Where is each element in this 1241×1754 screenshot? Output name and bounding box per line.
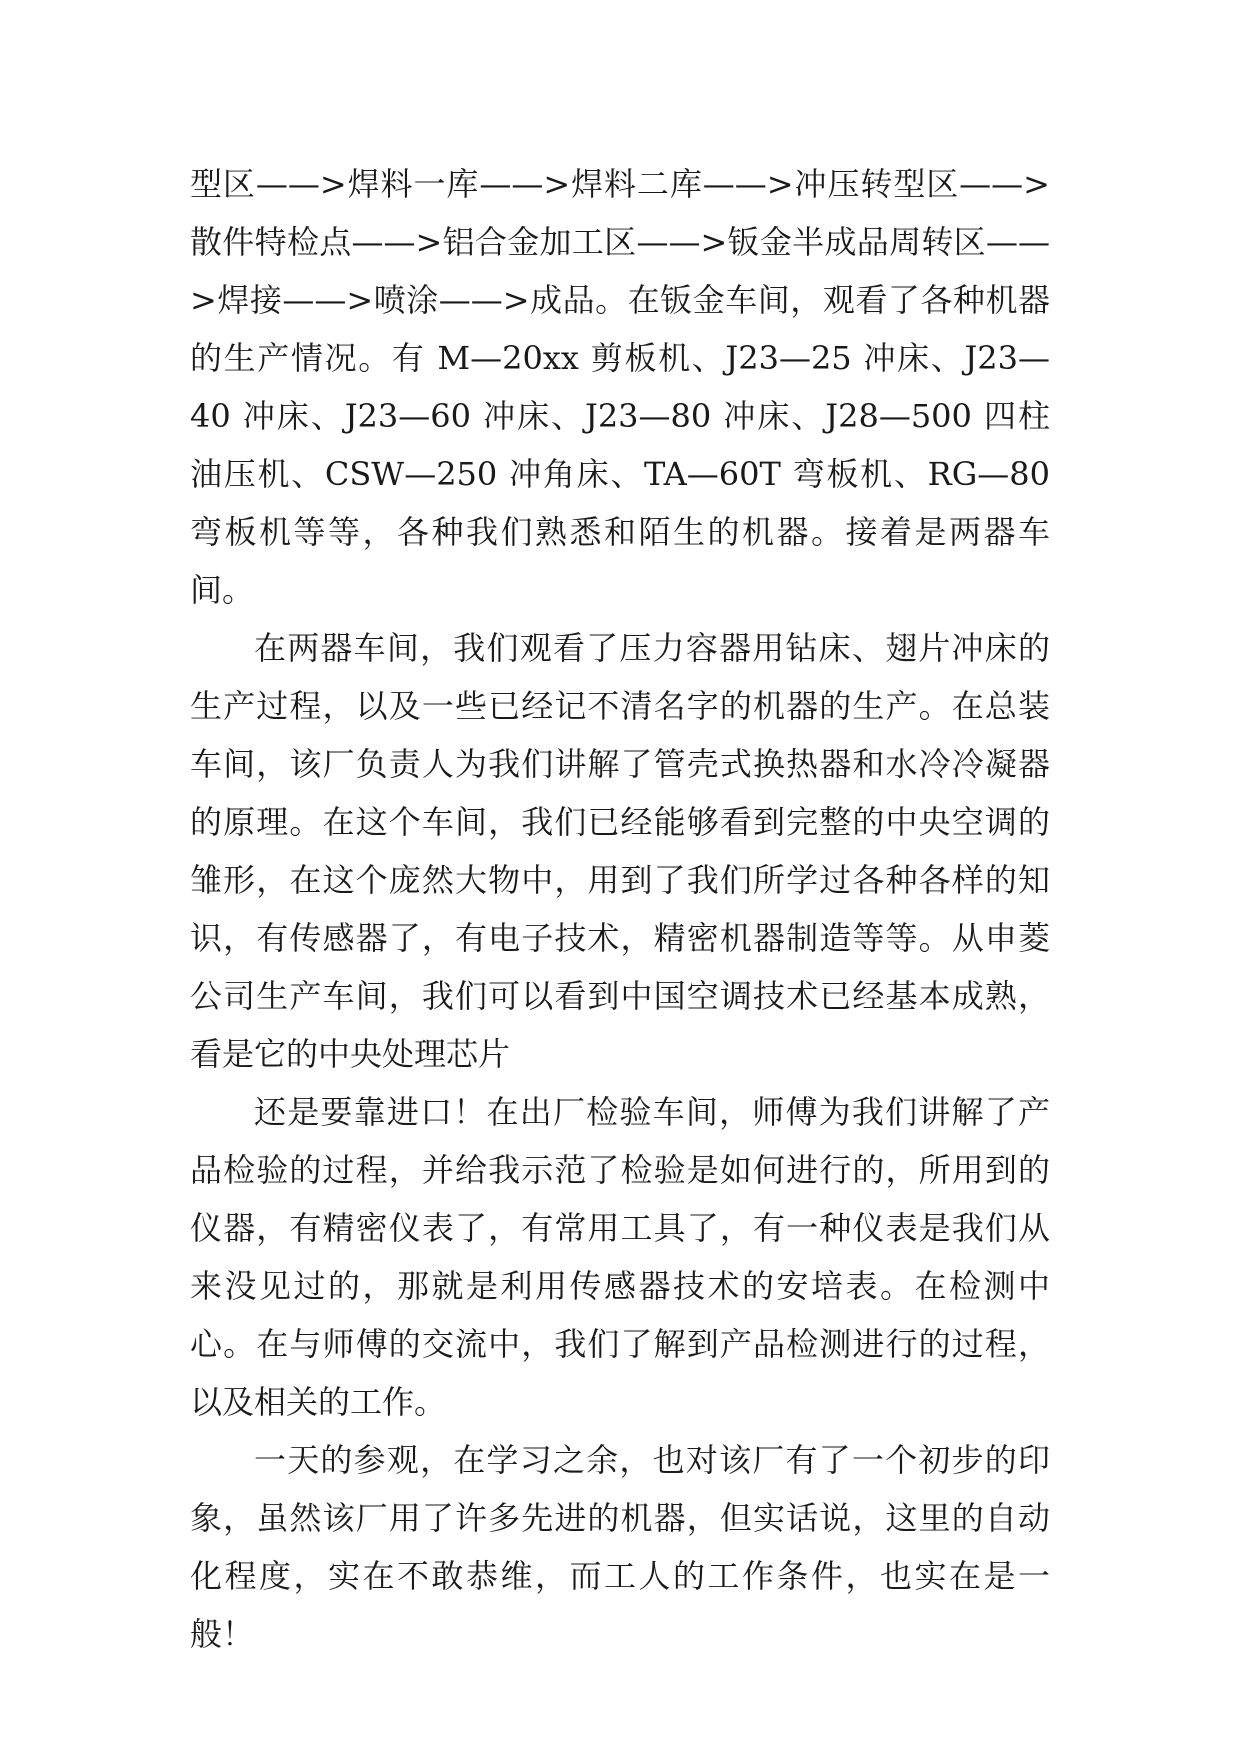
paragraph-4: 一天的参观，在学习之余，也对该厂有了一个初步的印象，虽然该厂用了许多先进的机器，但实话说，这里的自动化程度，实在不敢恭维，而工人的工作条件，也实在是一般！	[190, 1441, 1050, 1653]
paragraph-2: 在两器车间，我们观看了压力容器用钻床、翅片冲床的生产过程，以及一些已经记不清名字的机器的生产。在总装车间，该厂负责人为我们讲解了管壳式换热器和水冷冷凝器的原理。在这个车间，我们已经能够看到完整的中央空调的雏形，在这个庞然大物中，用到了我们所学过各种各样的知识，有传感器了，有电子技术，精密机器制造等等。从申菱公司生产车间，我们可以看到中国空调技术已经基本成熟，看是它的中央处理芯片	[190, 629, 1050, 1073]
paragraph-3: 还是要靠进口！在出厂检验车间，师傅为我们讲解了产品检验的过程，并给我示范了检验是如何进行的，所用到的仪器，有精密仪表了，有常用工具了，有一种仪表是我们从来没见过的，那就是利用传感器技术的安培表。在检测中心。在与师傅的交流中，我们了解到产品检测进行的过程，以及相关的工作。	[190, 1093, 1050, 1421]
body-text	[190, 155, 1050, 1663]
paragraph-1: 型区——>焊料一库——>焊料二库——>冲压转型区——>散件特检点——>铝合金加工区——>钣金半成品周转区——>焊接——>喷涂——>成品。在钣金车间，观看了各种机器的生产情况。有 M—20xx 剪板机、J23—25 冲床、J23—40 冲床、J23—60 冲床、J23—80 冲床、J28—500 四柱油压机、CSW—250 冲角床、TA—60T 弯板机、RG—80 弯板机等等，各种我们熟悉和陌生的机器。接着是两器车间。	[190, 165, 1050, 609]
